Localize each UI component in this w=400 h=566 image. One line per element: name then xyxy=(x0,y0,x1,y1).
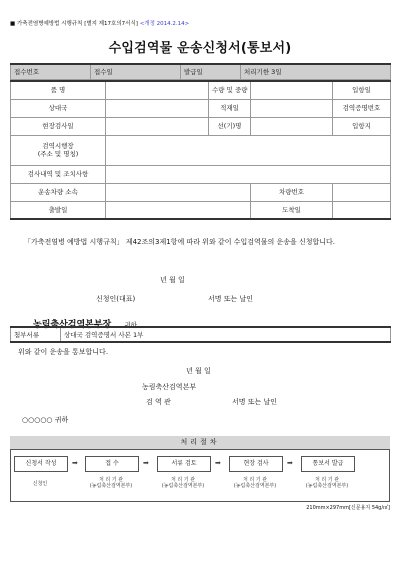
attachment-content: 상대국 검역증명서 사본 1부 xyxy=(61,327,391,342)
handler-applicant xyxy=(10,481,70,487)
arrow-right-icon: ➡ xyxy=(143,459,149,467)
paper-spec: 210mm×297mm[신문용지 54g/㎡] xyxy=(306,505,390,511)
arrow-right-icon: ➡ xyxy=(215,459,221,467)
handler-name: 처 리 기 관 xyxy=(170,477,196,483)
addressee-agency: 농림축산검역본부장 xyxy=(33,320,112,330)
handler-org: (농림축산검역본부) xyxy=(161,483,205,489)
main-form-table xyxy=(10,80,391,220)
handler-agency xyxy=(153,477,213,489)
handler-name: 처 리 기 관 xyxy=(314,477,340,483)
arrow-right-icon: ➡ xyxy=(72,459,78,467)
quantity-weight-label: 수량 및 중량 xyxy=(209,81,251,99)
import-date-label: 입항일 xyxy=(333,81,391,99)
receipt-date-label: 접수일 xyxy=(91,64,181,79)
vehicle-number-label: 차량번호 xyxy=(251,183,333,201)
handler-name: 신청인 xyxy=(32,481,48,487)
quantity-weight-field[interactable] xyxy=(251,81,333,99)
applicant-label: 신청인(대표) xyxy=(96,295,136,303)
receipt-table xyxy=(10,63,391,80)
handler-agency xyxy=(225,477,285,489)
item-name-label: 품 명 xyxy=(11,81,106,99)
item-name-field[interactable] xyxy=(106,81,209,99)
certificate-number-label: 검역증명번호 xyxy=(333,99,391,117)
site-inspection-field[interactable] xyxy=(106,117,209,135)
applicant-signature[interactable]: 서명 또는 날인 xyxy=(208,295,254,303)
arrow-right-icon: ➡ xyxy=(287,459,293,467)
arrival-date-label: 도착일 xyxy=(251,201,333,219)
departure-date-label: 출발일 xyxy=(11,201,106,219)
inspector-signature[interactable]: 서명 또는 날인 xyxy=(232,398,278,406)
step-site-inspection: 현장 검사 xyxy=(229,456,283,472)
issuer-agency: 농림축산검역본부 xyxy=(142,383,197,391)
attachment-label: 첨부서류 xyxy=(11,327,61,342)
handler-name: 처 리 기 관 xyxy=(242,477,268,483)
site-inspection-label: 현장검사일 xyxy=(11,117,106,135)
inspection-details-field[interactable] xyxy=(106,165,391,183)
exporting-country-field[interactable] xyxy=(106,99,209,117)
procedure-title: 처리절차 xyxy=(10,436,390,450)
step-document-review: 서류 검토 xyxy=(157,456,211,472)
inspection-place-field[interactable] xyxy=(106,135,391,165)
inspection-details-label: 검사내역 및 조치사항 xyxy=(11,165,106,183)
vessel-name-field[interactable] xyxy=(251,117,333,135)
loading-date-field[interactable] xyxy=(251,99,333,117)
recipient: ○○○○○ 귀하 xyxy=(22,416,69,424)
addressee-suffix: 귀하 xyxy=(124,321,137,329)
notice-date: 년 월 일 xyxy=(186,367,211,375)
handler-org: (농림축산검역본부) xyxy=(89,483,133,489)
vehicle-affiliation-label: 운송차량 소속 xyxy=(11,183,106,201)
handler-name: 처 리 기 관 xyxy=(98,477,124,483)
inspection-place-label: 검역시행장 (주소 및 명칭) xyxy=(11,135,106,165)
amendment-date: <개정 2014.2.14> xyxy=(139,21,190,27)
loading-date-label: 적재일 xyxy=(209,99,251,117)
form-reference-text: ■ 가축전염병예방법 시행규칙 [별지 제17호의7서식] xyxy=(10,21,138,27)
arrival-date-field[interactable] xyxy=(333,201,391,219)
application-date: 년 월 일 xyxy=(160,276,185,284)
application-statement: 「가축전염병 예방법 시행규칙」 제42조의3제1항에 따라 위와 같이 수입검역물의 운송을 신청합니다. xyxy=(24,238,336,246)
departure-date-field[interactable] xyxy=(106,201,251,219)
vehicle-number-field[interactable] xyxy=(333,183,391,201)
exporting-country-label: 상대국 xyxy=(11,99,106,117)
form-reference xyxy=(10,21,189,28)
inspector-label: 검 역 관 xyxy=(146,398,171,406)
notice-statement: 위와 같이 운송을 통보합니다. xyxy=(18,348,109,356)
handler-agency xyxy=(81,477,141,489)
handler-org: (농림축산검역본부) xyxy=(233,483,277,489)
receipt-number-label: 접수번호 xyxy=(11,64,91,79)
handler-org: (농림축산검역본부) xyxy=(305,483,349,489)
handler-agency xyxy=(297,477,357,489)
vessel-name-label: 선(기)명 xyxy=(209,117,251,135)
import-port-label: 입항지 xyxy=(333,117,391,135)
step-application: 신청서 작성 xyxy=(14,456,68,472)
processing-period-label: 처리기한 3일 xyxy=(241,64,391,79)
step-notice-issuance: 통보서 발급 xyxy=(301,456,355,472)
step-receipt: 접 수 xyxy=(85,456,139,472)
page-title: 수입검역물 운송신청서(통보서) xyxy=(108,41,292,56)
issue-date-label: 발급일 xyxy=(181,64,241,79)
attachment-table xyxy=(10,326,391,343)
vehicle-affiliation-field[interactable] xyxy=(106,183,251,201)
